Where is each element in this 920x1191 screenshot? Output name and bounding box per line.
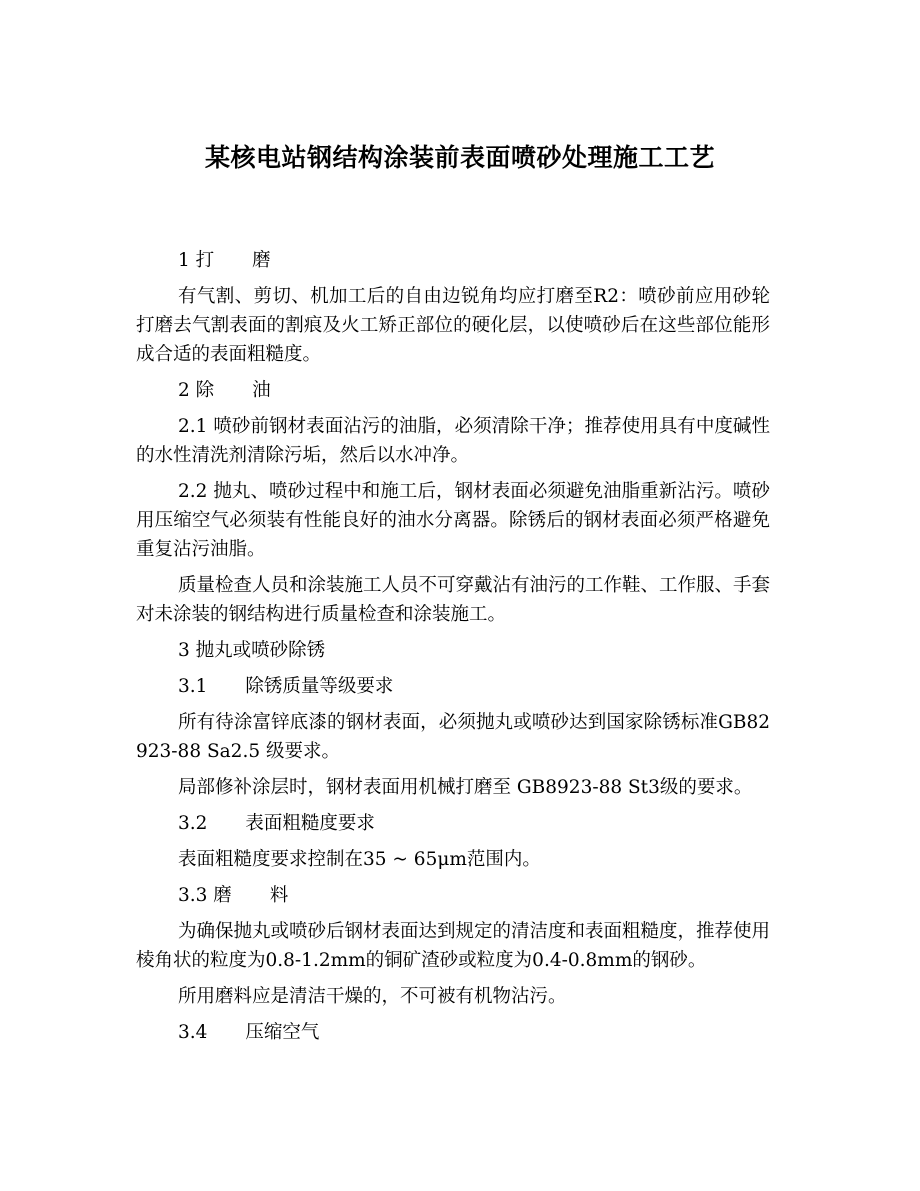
paragraph: 质量检查人员和涂装施工人员不可穿戴沾有油污的工作鞋、工作服、手套对未涂装的钢结构进行质量检查和涂装施工。 — [136, 575, 771, 625]
paragraph: 有气割、剪切、机加工后的自由边锐角均应打磨至R2：喷砂前应用砂轮打磨去气割表面的割痕及火工矫正部位的硬化层，以使喷砂后在这些部位能形成合适的表面粗糙度。 — [136, 286, 770, 365]
section-title: 磨 — [252, 250, 271, 271]
section-heading-text: 3 抛丸或喷砂除锈 — [178, 640, 326, 661]
subsection-title: 料 — [269, 885, 289, 906]
document-body — [136, 246, 770, 1054]
paragraph: 为确保抛丸或喷砂后钢材表面达到规定的清洁度和表面粗糙度，推荐使用棱角状的粒度为0.8-1.2mm的铜矿渣砂或粒度为0.4-0.8mm的钢砂。 — [136, 921, 771, 971]
section-title: 油 — [252, 380, 271, 401]
subsection-heading — [136, 1018, 770, 1047]
subsection-number: 3.2 — [178, 813, 208, 834]
paragraph: 表面粗糙度要求控制在35 ~ 65μm范围内。 — [178, 849, 541, 870]
paragraph: 2.1 喷砂前钢材表面沾污的油脂，必须清除干净；推荐使用具有中度碱性的水性清洗剂清除污垢，然后以水冲净。 — [136, 416, 770, 466]
subsection-heading — [136, 809, 770, 838]
subsection-number: 3.1 — [178, 676, 208, 697]
paragraph: 所用磨料应是清洁干燥的，不可被有机物沾污。 — [178, 986, 567, 1007]
subsection-number: 3.4 — [178, 1022, 208, 1043]
subsection-title: 表面粗糙度要求 — [245, 813, 375, 834]
paragraph: 局部修补涂层时，钢材表面用机械打磨至 GB8923-88 St3级的要求。 — [178, 777, 753, 798]
document-title: 某核电站钢结构涂装前表面喷砂处理施工工艺 — [204, 143, 715, 172]
section-heading — [136, 246, 770, 275]
section-heading — [136, 376, 770, 405]
paragraph: 2.2 抛丸、喷砂过程中和施工后，钢材表面必须避免油脂重新沾污。喷砂用压缩空气必须装有性能良好的油水分离器。除锈后的钢材表面必须严格避免重复沾污油脂。 — [136, 481, 770, 560]
subsection-heading — [136, 881, 770, 910]
subsection-title: 压缩空气 — [245, 1022, 320, 1043]
subsection-heading — [136, 672, 770, 701]
section-number: 2 除 — [178, 380, 215, 401]
section-number: 1 打 — [178, 250, 215, 271]
subsection-number: 3.3 磨 — [178, 885, 232, 906]
paragraph: 所有待涂富锌底漆的钢材表面，必须抛丸或喷砂达到国家除锈标准GB82923-88 Sa2.5 级要求。 — [136, 712, 770, 762]
subsection-title: 除锈质量等级要求 — [245, 676, 394, 697]
